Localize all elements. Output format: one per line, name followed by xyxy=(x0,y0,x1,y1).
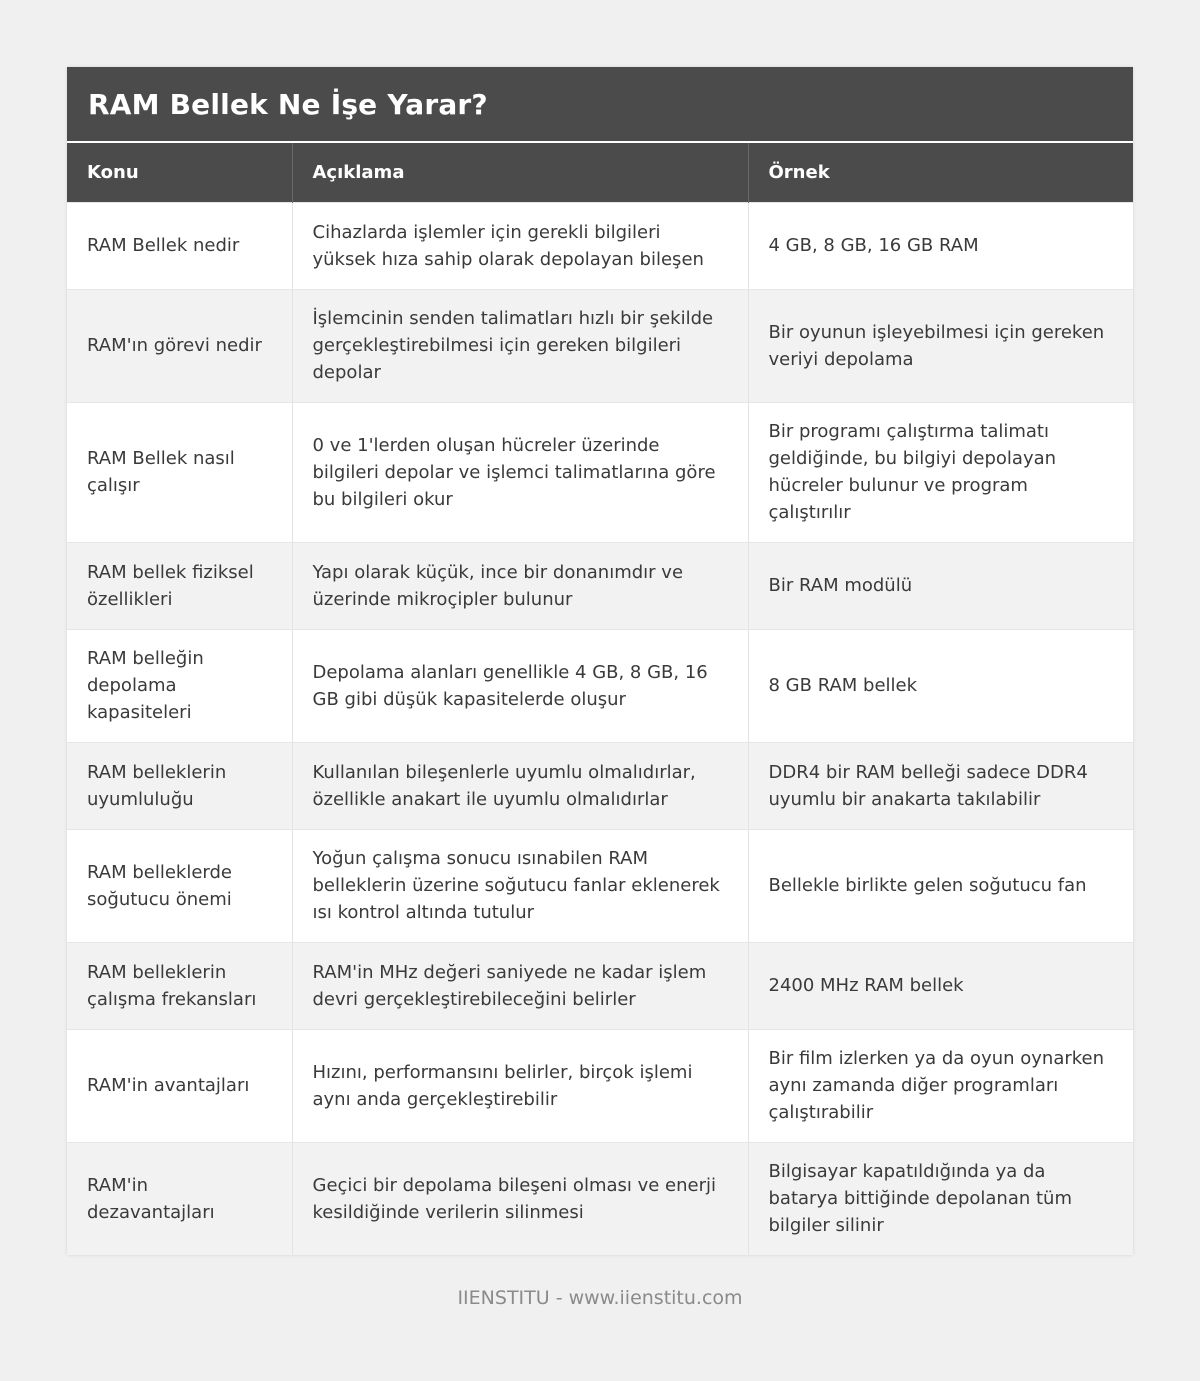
table-row xyxy=(67,402,1133,542)
cell-ornek: Bilgisayar kapatıldığında ya da batarya bittiğinde depolanan tüm bilgiler silinir xyxy=(748,1142,1133,1255)
cell-konu: RAM Bellek nasıl çalışır xyxy=(67,402,292,542)
cell-aciklama: Yoğun çalışma sonucu ısınabilen RAM belleklerin üzerine soğutucu fanlar eklenerek ısı kontrol altında tutulur xyxy=(292,829,748,942)
cell-ornek: Bir film izlerken ya da oyun oynarken aynı zamanda diğer programları çalıştırabilir xyxy=(748,1029,1133,1142)
column-header-konu: Konu xyxy=(67,143,292,202)
cell-aciklama: İşlemcinin senden talimatları hızlı bir şekilde gerçekleştirebilmesi için gereken bilgileri depolar xyxy=(292,289,748,402)
cell-ornek: 2400 MHz RAM bellek xyxy=(748,942,1133,1029)
table-row xyxy=(67,629,1133,742)
cell-konu: RAM belleğin depolama kapasiteleri xyxy=(67,629,292,742)
cell-konu: RAM belleklerin çalışma frekansları xyxy=(67,942,292,1029)
footer-credit: IIENSTITU - www.iienstitu.com xyxy=(457,1287,743,1309)
cell-konu: RAM belleklerin uyumluluğu xyxy=(67,742,292,829)
cell-konu: RAM Bellek nedir xyxy=(67,202,292,289)
cell-konu: RAM bellek fiziksel özellikleri xyxy=(67,542,292,629)
table-title: RAM Bellek Ne İşe Yarar? xyxy=(88,87,488,121)
info-table-card xyxy=(67,67,1133,1255)
cell-ornek: DDR4 bir RAM belleği sadece DDR4 uyumlu bir anakarta takılabilir xyxy=(748,742,1133,829)
cell-aciklama: Cihazlarda işlemler için gerekli bilgileri yüksek hıza sahip olarak depolayan bileşen xyxy=(292,202,748,289)
cell-aciklama: Geçici bir depolama bileşeni olması ve enerji kesildiğinde verilerin silinmesi xyxy=(292,1142,748,1255)
cell-ornek: Bellekle birlikte gelen soğutucu fan xyxy=(748,829,1133,942)
cell-konu: RAM belleklerde soğutucu önemi xyxy=(67,829,292,942)
cell-aciklama: Depolama alanları genellikle 4 GB, 8 GB, 16 GB gibi düşük kapasitelerde oluşur xyxy=(292,629,748,742)
table-row xyxy=(67,202,1133,289)
cell-aciklama: 0 ve 1'lerden oluşan hücreler üzerinde bilgileri depolar ve işlemci talimatlarına göre bu bilgileri okur xyxy=(292,402,748,542)
cell-ornek: Bir RAM modülü xyxy=(748,542,1133,629)
table-title-bar xyxy=(67,67,1133,143)
cell-ornek: 8 GB RAM bellek xyxy=(748,629,1133,742)
cell-aciklama: Yapı olarak küçük, ince bir donanımdır ve üzerinde mikroçipler bulunur xyxy=(292,542,748,629)
cell-aciklama: Kullanılan bileşenlerle uyumlu olmalıdırlar, özellikle anakart ile uyumlu olmalıdırlar xyxy=(292,742,748,829)
table-row xyxy=(67,942,1133,1029)
table-row xyxy=(67,829,1133,942)
cell-konu: RAM'in dezavantajları xyxy=(67,1142,292,1255)
column-header-ornek: Örnek xyxy=(748,143,1133,202)
table-row xyxy=(67,289,1133,402)
table-row xyxy=(67,1029,1133,1142)
cell-ornek: Bir oyunun işleyebilmesi için gereken veriyi depolama xyxy=(748,289,1133,402)
info-table xyxy=(67,143,1133,1255)
cell-aciklama: RAM'in MHz değeri saniyede ne kadar işlem devri gerçekleştirebileceğini belirler xyxy=(292,942,748,1029)
cell-aciklama: Hızını, performansını belirler, birçok işlemi aynı anda gerçekleştirebilir xyxy=(292,1029,748,1142)
cell-konu: RAM'ın görevi nedir xyxy=(67,289,292,402)
cell-konu: RAM'in avantajları xyxy=(67,1029,292,1142)
table-row xyxy=(67,1142,1133,1255)
cell-ornek: Bir programı çalıştırma talimatı geldiğinde, bu bilgiyi depolayan hücreler bulunur ve program çalıştırılır xyxy=(748,402,1133,542)
column-header-aciklama: Açıklama xyxy=(292,143,748,202)
cell-ornek: 4 GB, 8 GB, 16 GB RAM xyxy=(748,202,1133,289)
table-row xyxy=(67,542,1133,629)
table-header-row xyxy=(67,143,1133,202)
table-row xyxy=(67,742,1133,829)
